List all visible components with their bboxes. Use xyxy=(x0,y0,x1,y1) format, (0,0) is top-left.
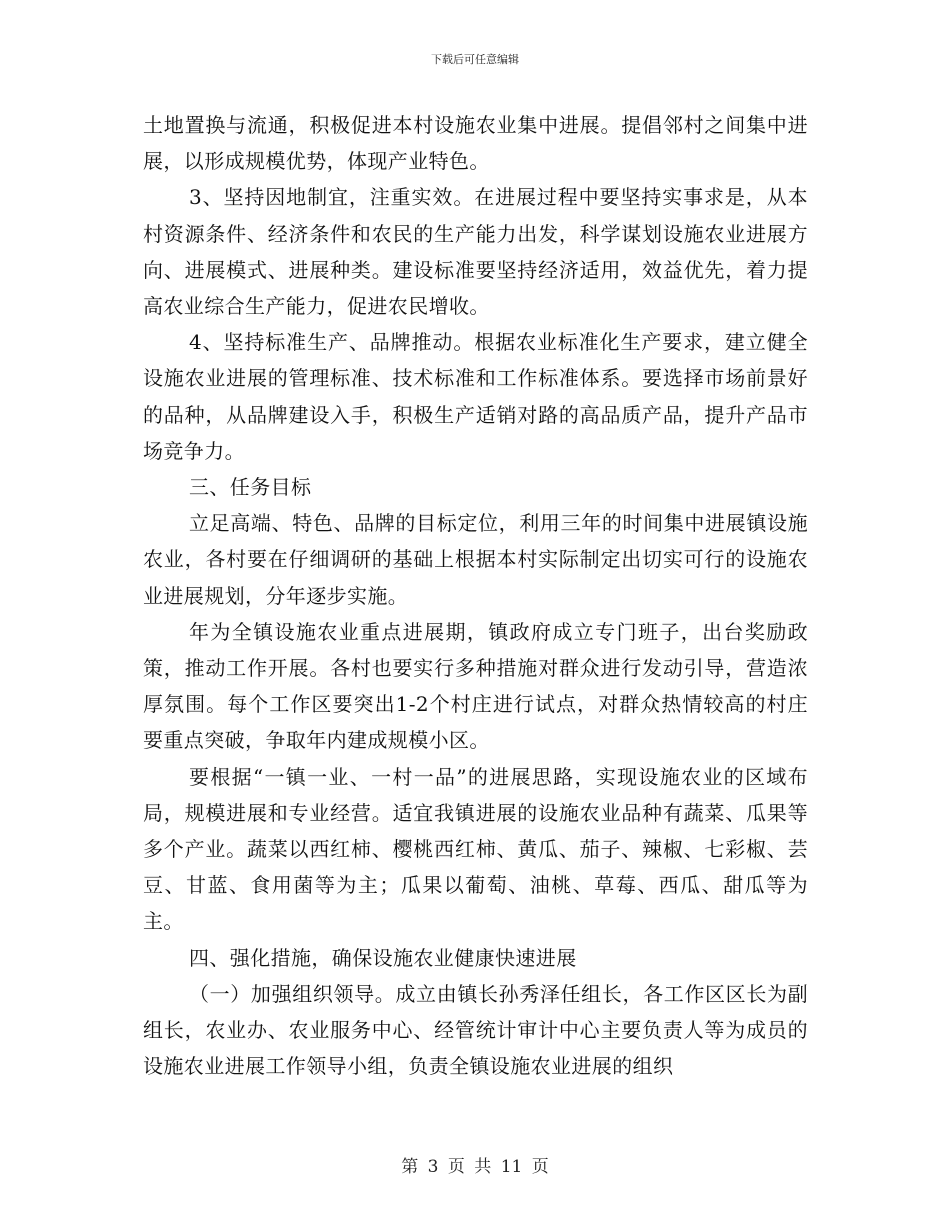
paragraph-3: 4、坚持标准生产、品牌推动。根据农业标准化生产要求，建立健全设施农业进展的管理标准、技术标准和工作标准体系。要选择市场前景好的品种，从品牌建设入手，积极生产适销对路的高品质产品，提升产品市场竞争力。 xyxy=(143,330,808,463)
document-body xyxy=(143,107,808,1084)
paragraph-5: 立足高端、特色、品牌的目标定位，利用三年的时间集中进展镇设施农业，各村要在仔细调研的基础上根据本村实际制定出切实可行的设施农业进展规划，分年逐步实施。 xyxy=(143,511,808,608)
section-heading-4: 四、强化措施，确保设施农业健康快速进展 xyxy=(189,945,577,970)
page-header: 下载后可任意编辑 xyxy=(431,53,519,66)
paragraph-2: 3、坚持因地制宜，注重实效。在进展过程中要坚持实事求是，从本村资源条件、经济条件和农民的生产能力出发，科学谋划设施农业进展方向、进展模式、进展种类。建设标准要坚持经济适用，效益优先，着力提高农业综合生产能力，促进农民增收。 xyxy=(143,185,808,319)
paragraph-9: （一）加强组织领导。成立由镇长孙秀泽任组长，各工作区区长为副组长，农业办、农业服务中心、经管统计审计中心主要负责人等为成员的设施农业进展工作领导小组，负责全镇设施农业进展的组织 xyxy=(143,981,808,1079)
paragraph-6: 年为全镇设施农业重点进展期，镇政府成立专门班子，出台奖励政策，推动工作开展。各村也要实行多种措施对群众进行发动引导，营造浓厚氛围。每个工作区要突出1-2个村庄进行试点，对群众热情较高的村庄要重点突破，争取年内建成规模小区。 xyxy=(143,619,808,753)
page-footer: 第 3 页 共 11 页 xyxy=(401,1157,549,1177)
section-heading-3: 三、任务目标 xyxy=(189,475,312,500)
paragraph-1: 土地置换与流通，积极促进本村设施农业集中进展。提倡邻村之间集中进展，以形成规模优势，体现产业特色。 xyxy=(143,113,808,174)
paragraph-7: 要根据“一镇一业、一村一品”的进展思路，实现设施农业的区域布局，规模进展和专业经营。适宜我镇进展的设施农业品种有蔬菜、瓜果等多个产业。蔬菜以西红柿、樱桃西红柿、黄瓜、茄子、辣椒、七彩椒、芸豆、甘蓝、食用菌等为主；瓜果以葡萄、油桃、草莓、西瓜、甜瓜等为主。 xyxy=(143,764,808,934)
